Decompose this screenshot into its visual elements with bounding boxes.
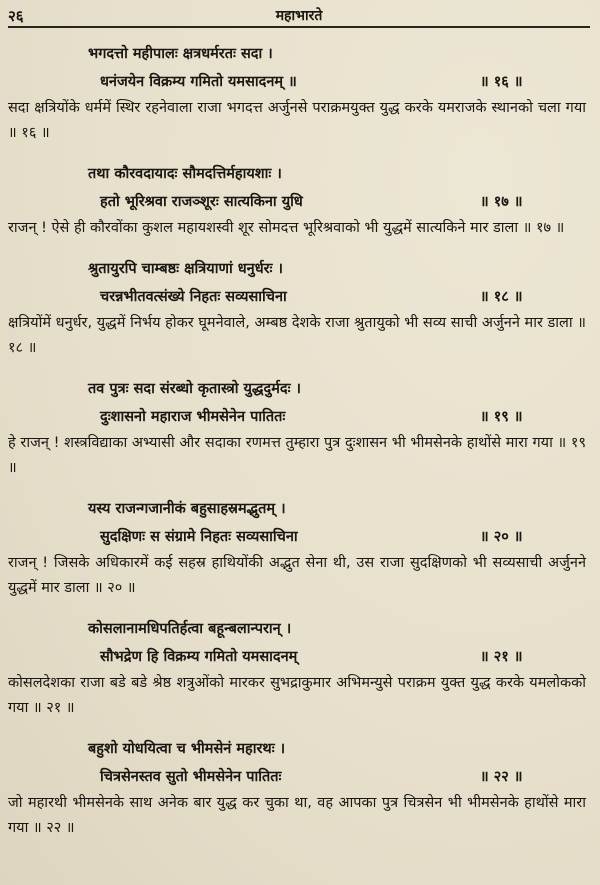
hindi-translation: हे राजन् ! शस्त्रविद्याका अभ्यासी और सदाका रणमत्त तुम्हारा पुत्र दुःशासन भी भीमसेनके हाथोंसे मारा गया ॥ १९ ॥ [8, 435, 587, 476]
sanskrit-verse [8, 615, 590, 671]
verse-number: ॥ २२ ॥ [480, 769, 523, 785]
verse-block-20 [8, 495, 590, 601]
sanskrit-verse [8, 255, 590, 311]
sanskrit-verse [8, 375, 590, 431]
verse-line-1: तव पुत्रः सदा संरब्धो कृतास्त्रो युद्धदुर्मदः । [88, 381, 302, 397]
verse-number: ॥ १६ ॥ [480, 74, 523, 90]
hindi-translation: क्षत्रियोंमें धनुर्धर, युद्धमें निर्भय होकर घूमनेवाले, अम्बष्ठ देशके राजा श्रुतायुको भी सव्य साची अर्जुनने मार डाला ॥ १८ ॥ [8, 315, 586, 356]
verse-line-2-text: सौभद्रेण हि विक्रम्य गमितो यमसादनम् [100, 649, 298, 665]
page-header [8, 4, 590, 28]
hindi-translation: जो महारथी भीमसेनके साथ अनेक बार युद्ध कर चुका था, वह आपका पुत्र चित्रसेन भी भीमसेनके हाथोंसे मारा गया ॥ २२ ॥ [8, 795, 586, 836]
sanskrit-verse [8, 40, 590, 96]
hindi-translation: सदा क्षत्रियोंके धर्ममें स्थिर रहनेवाला राजा भगदत्त अर्जुनसे पराक्रमयुक्त युद्ध करके यमराजके स्थानको चला गया ॥ १६ ॥ [8, 100, 586, 141]
verse-block-18 [8, 255, 590, 361]
verse-number: ॥ १९ ॥ [480, 409, 523, 425]
sanskrit-verse [8, 495, 590, 551]
verse-line-2 [8, 68, 590, 96]
verse-line-2 [8, 283, 590, 311]
verse-block-22 [8, 735, 590, 841]
verse-line-2-text: दुःशासनो महाराज भीमसेनेन पातितः [100, 409, 286, 425]
verse-line-2 [8, 403, 590, 431]
verse-line-2 [8, 188, 590, 216]
verse-block-17 [8, 160, 590, 241]
page-content [8, 40, 590, 841]
verse-number: ॥ १८ ॥ [480, 289, 523, 305]
verse-line-1: तथा कौरवदायादः सौमदत्तिर्महायशाः । [88, 166, 282, 182]
verse-number: ॥ १७ ॥ [480, 194, 523, 210]
verse-block-19 [8, 375, 590, 481]
verse-line-2 [8, 643, 590, 671]
verse-line-2 [8, 763, 590, 791]
page-number: २६ [8, 7, 24, 25]
verse-block-16 [8, 40, 590, 146]
hindi-translation: कोसलदेशका राजा बडे बडे श्रेष्ठ शत्रुओंको मारकर सुभद्राकुमार अभिमन्युसे पराक्रम युक्त युद्ध करके यमलोकको गया ॥ २१ ॥ [8, 675, 586, 716]
verse-line-1: यस्य राजन्गजानीकं बहुसाहस्रमद्भुतम् । [88, 501, 286, 517]
verse-block-21 [8, 615, 590, 721]
verse-line-2-text: चित्रसेनस्तव सुतो भीमसेनेन पातितः [100, 769, 282, 785]
running-title: महाभारते [275, 8, 323, 24]
verse-line-2 [8, 523, 590, 551]
verse-line-2-text: चरन्नभीतवत्संख्ये निहतः सव्यसाचिना [100, 289, 287, 305]
verse-line-2-text: धनंजयेन विक्रम्य गमितो यमसादनम् ॥ [100, 74, 297, 90]
hindi-translation: राजन् ! ऐसे ही कौरवोंका कुशल महायशस्वी शूर सोमदत्त भूरिश्रवाको भी युद्धमें सात्यकिने मार डाला ॥ १७ ॥ [8, 220, 565, 236]
verse-line-1: बहुशो योधयित्वा च भीमसेनं महारथः । [88, 741, 286, 757]
verse-line-1: कोसलानामधिपतिर्हत्वा बहून्बलान्परान् । [88, 621, 292, 637]
sanskrit-verse [8, 160, 590, 216]
hindi-translation: राजन् ! जिसके अधिकारमें कई सहस्र हाथियोंकी अद्भुत सेना थी, उस राजा सुदक्षिणको भी सव्यसाची अर्जुनने युद्धमें मार डाला ॥ २० ॥ [8, 555, 586, 596]
verse-line-1: भगदत्तो महीपालः क्षत्रधर्मरतः सदा । [88, 46, 273, 62]
verse-number: ॥ २१ ॥ [480, 649, 523, 665]
verse-number: ॥ २० ॥ [480, 529, 523, 545]
verse-line-1: श्रुतायुरपि चाम्बष्ठः क्षत्रियाणां धनुर्धरः । [88, 261, 284, 277]
sanskrit-verse [8, 735, 590, 791]
verse-line-2-text: हतो भूरिश्रवा राजञ्शूरः सात्यकिना युधि [100, 194, 303, 210]
verse-line-2-text: सुदक्षिणः स संग्रामे निहतः सव्यसाचिना [100, 529, 298, 545]
